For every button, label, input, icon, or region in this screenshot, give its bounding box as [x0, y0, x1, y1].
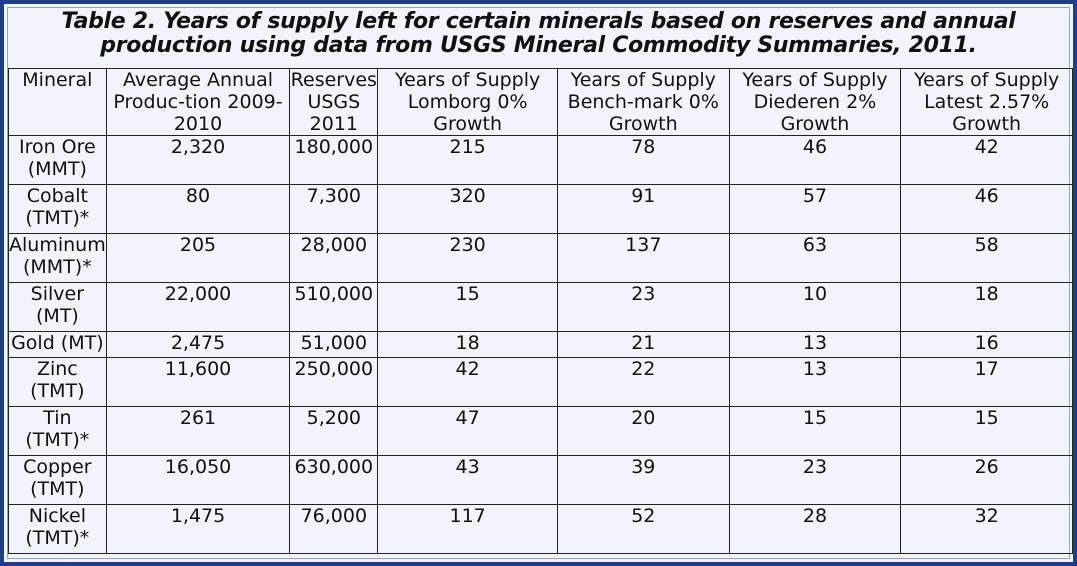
header-mineral: Mineral [9, 69, 107, 136]
years-lomborg: 42 [378, 358, 558, 407]
years-diederen: 10 [729, 283, 901, 332]
table-row [9, 136, 1073, 185]
mineral-name: Tin (TMT)* [9, 407, 107, 456]
years-latest: 42 [901, 136, 1073, 185]
years-lomborg: 47 [378, 407, 558, 456]
years-benchmark: 23 [557, 283, 729, 332]
reserves: 180,000 [290, 136, 378, 185]
table-title: Table 2. Years of supply left for certain minerals based on reserves and annual production using data from USGS Mineral Commodity Summaries, 2011. [61, 9, 1016, 58]
years-lomborg: 43 [378, 456, 558, 505]
mineral-name: Copper (TMT) [9, 456, 107, 505]
table-row [9, 358, 1073, 407]
header-benchmark: Years of Supply Bench-mark 0% Growth [557, 69, 729, 136]
years-benchmark: 78 [557, 136, 729, 185]
years-latest: 26 [901, 456, 1073, 505]
table-row [9, 505, 1073, 554]
mineral-name: Nickel (TMT)* [9, 505, 107, 554]
header-average-production: Average Annual Produc-tion 2009-2010 [106, 69, 290, 136]
years-lomborg: 230 [378, 234, 558, 283]
minerals-table [8, 68, 1073, 554]
header-diederen: Years of Supply Diederen 2% Growth [729, 69, 901, 136]
years-lomborg: 15 [378, 283, 558, 332]
years-latest: 16 [901, 332, 1073, 358]
reserves: 5,200 [290, 407, 378, 456]
years-diederen: 28 [729, 505, 901, 554]
years-benchmark: 21 [557, 332, 729, 358]
years-latest: 18 [901, 283, 1073, 332]
years-lomborg: 215 [378, 136, 558, 185]
years-diederen: 15 [729, 407, 901, 456]
mineral-name: Iron Ore (MMT) [9, 136, 107, 185]
table-row [9, 407, 1073, 456]
header-lomborg: Years of Supply Lomborg 0% Growth [378, 69, 558, 136]
years-diederen: 57 [729, 185, 901, 234]
reserves: 51,000 [290, 332, 378, 358]
years-lomborg: 18 [378, 332, 558, 358]
average-production: 11,600 [106, 358, 290, 407]
years-lomborg: 320 [378, 185, 558, 234]
reserves: 510,000 [290, 283, 378, 332]
years-benchmark: 137 [557, 234, 729, 283]
years-benchmark: 91 [557, 185, 729, 234]
average-production: 2,320 [106, 136, 290, 185]
reserves: 7,300 [290, 185, 378, 234]
average-production: 80 [106, 185, 290, 234]
years-latest: 17 [901, 358, 1073, 407]
average-production: 2,475 [106, 332, 290, 358]
years-benchmark: 39 [557, 456, 729, 505]
years-lomborg: 117 [378, 505, 558, 554]
reserves: 630,000 [290, 456, 378, 505]
header-row [9, 69, 1073, 136]
years-latest: 58 [901, 234, 1073, 283]
years-diederen: 13 [729, 358, 901, 407]
mineral-name: Aluminum (MMT)* [9, 234, 107, 283]
years-latest: 15 [901, 407, 1073, 456]
years-benchmark: 52 [557, 505, 729, 554]
header-latest: Years of Supply Latest 2.57% Growth [901, 69, 1073, 136]
years-benchmark: 20 [557, 407, 729, 456]
header-reserves: Reserves USGS 2011 [290, 69, 377, 135]
years-diederen: 13 [729, 332, 901, 358]
table-row [9, 456, 1073, 505]
reserves: 250,000 [290, 358, 378, 407]
average-production: 22,000 [106, 283, 290, 332]
reserves: 76,000 [290, 505, 378, 554]
table-row [9, 332, 1073, 358]
years-diederen: 23 [729, 456, 901, 505]
years-diederen: 63 [729, 234, 901, 283]
mineral-name: Cobalt (TMT)* [9, 185, 107, 234]
table-row [9, 185, 1073, 234]
table-row [9, 234, 1073, 283]
years-latest: 32 [901, 505, 1073, 554]
table-row [9, 283, 1073, 332]
years-latest: 46 [901, 185, 1073, 234]
years-diederen: 46 [729, 136, 901, 185]
mineral-name: Zinc (TMT) [9, 358, 107, 407]
average-production: 1,475 [106, 505, 290, 554]
average-production: 261 [106, 407, 290, 456]
mineral-name: Gold (MT) [9, 332, 107, 358]
mineral-name: Silver (MT) [9, 283, 107, 332]
average-production: 205 [106, 234, 290, 283]
years-benchmark: 22 [557, 358, 729, 407]
reserves: 28,000 [290, 234, 378, 283]
average-production: 16,050 [106, 456, 290, 505]
